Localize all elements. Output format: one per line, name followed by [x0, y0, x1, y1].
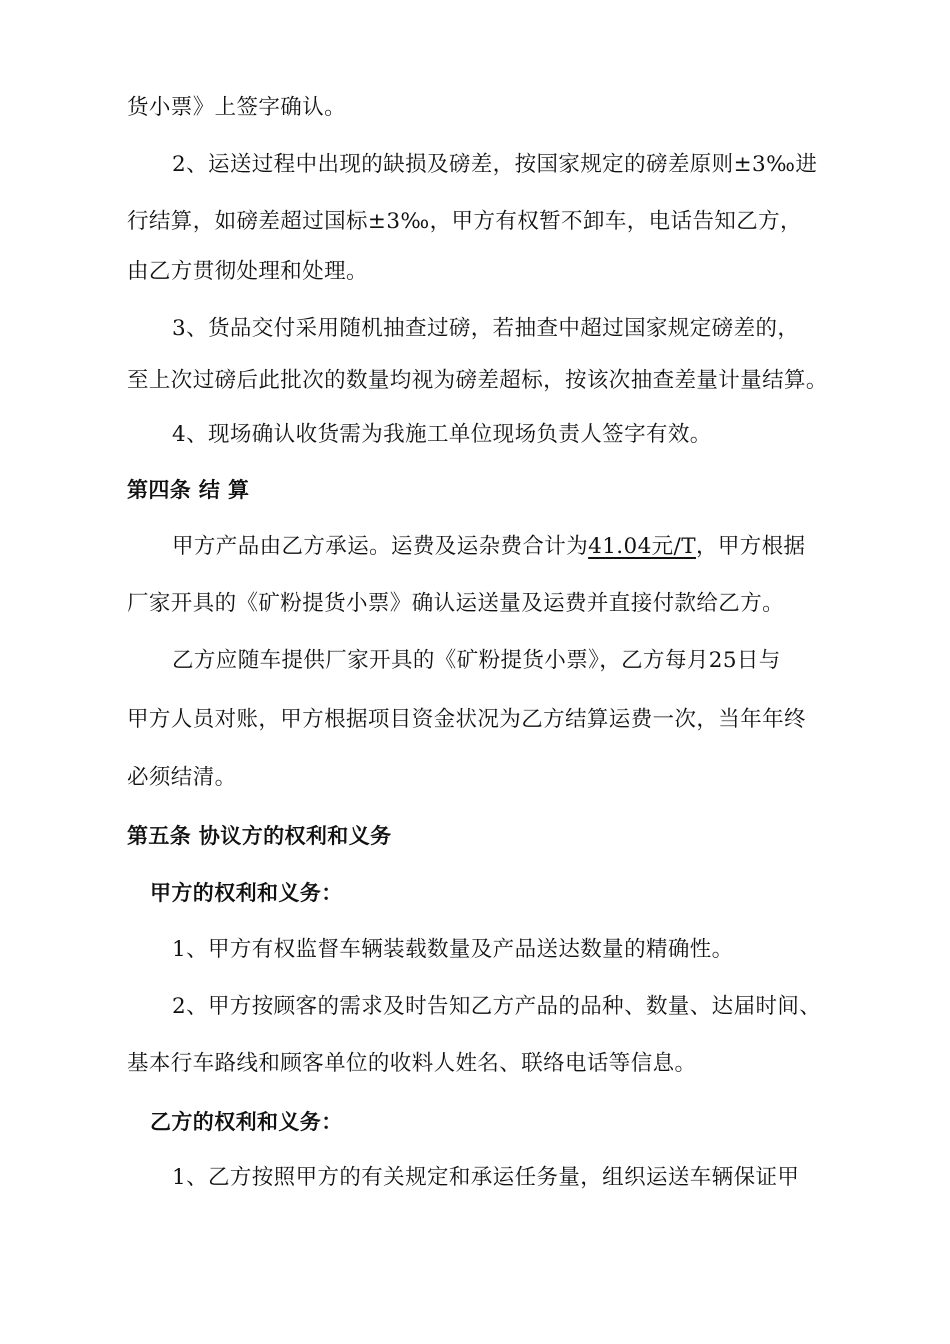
text-line: 行结算，如磅差超过国标±3‰，甲方有权暂不卸车，电话告知乙方， [127, 209, 802, 234]
article-4-paragraph-1 [172, 532, 805, 562]
party-a-heading: 甲方的权利和义务： [150, 881, 343, 905]
article-4-heading: 第四条 结 算 [127, 478, 250, 502]
text-line: 货小票》上签字确认。 [127, 95, 347, 120]
text-line: 由乙方贯彻处理和处理。 [127, 259, 368, 284]
freight-rate: 41.04元/T [588, 534, 696, 559]
text-line: 甲方人员对账，甲方根据项目资金状况为乙方结算运费一次，当年年终 [127, 707, 806, 732]
article-4-text: 甲方产品由乙方承运。运费及运杂费合计为 [172, 534, 589, 559]
text-line: 基本行车路线和顾客单位的收料人姓名、联络电话等信息。 [127, 1051, 697, 1076]
article-4-text: ，甲方根据 [695, 534, 806, 559]
text-line: 乙方应随车提供厂家开具的《矿粉提货小票》，乙方每月25日与 [172, 648, 781, 673]
text-line: 4、现场确认收货需为我施工单位现场负责人签字有效。 [172, 422, 712, 447]
text-line: 必须结清。 [127, 765, 237, 790]
text-line: 2、运送过程中出现的缺损及磅差，按国家规定的磅差原则±3‰进 [172, 152, 818, 177]
text-line: 1、乙方按照甲方的有关规定和承运任务量，组织运送车辆保证甲 [172, 1165, 800, 1190]
article-5-heading: 第五条 协议方的权利和义务 [127, 824, 392, 848]
text-line: 厂家开具的《矿粉提货小票》确认运送量及运费并直接付款给乙方。 [127, 591, 785, 616]
text-line: 2、甲方按顾客的需求及时告知乙方产品的品种、数量、达届时间、 [172, 994, 822, 1019]
text-line: 至上次过磅后此批次的数量均视为磅差超标，按该次抽查差量计量结算。 [127, 368, 828, 393]
text-line: 1、甲方有权监督车辆装载数量及产品送达数量的精确性。 [172, 937, 734, 962]
text-line: 3、货品交付采用随机抽查过磅，若抽查中超过国家规定磅差的， [172, 316, 800, 341]
party-b-heading: 乙方的权利和义务： [150, 1110, 343, 1134]
